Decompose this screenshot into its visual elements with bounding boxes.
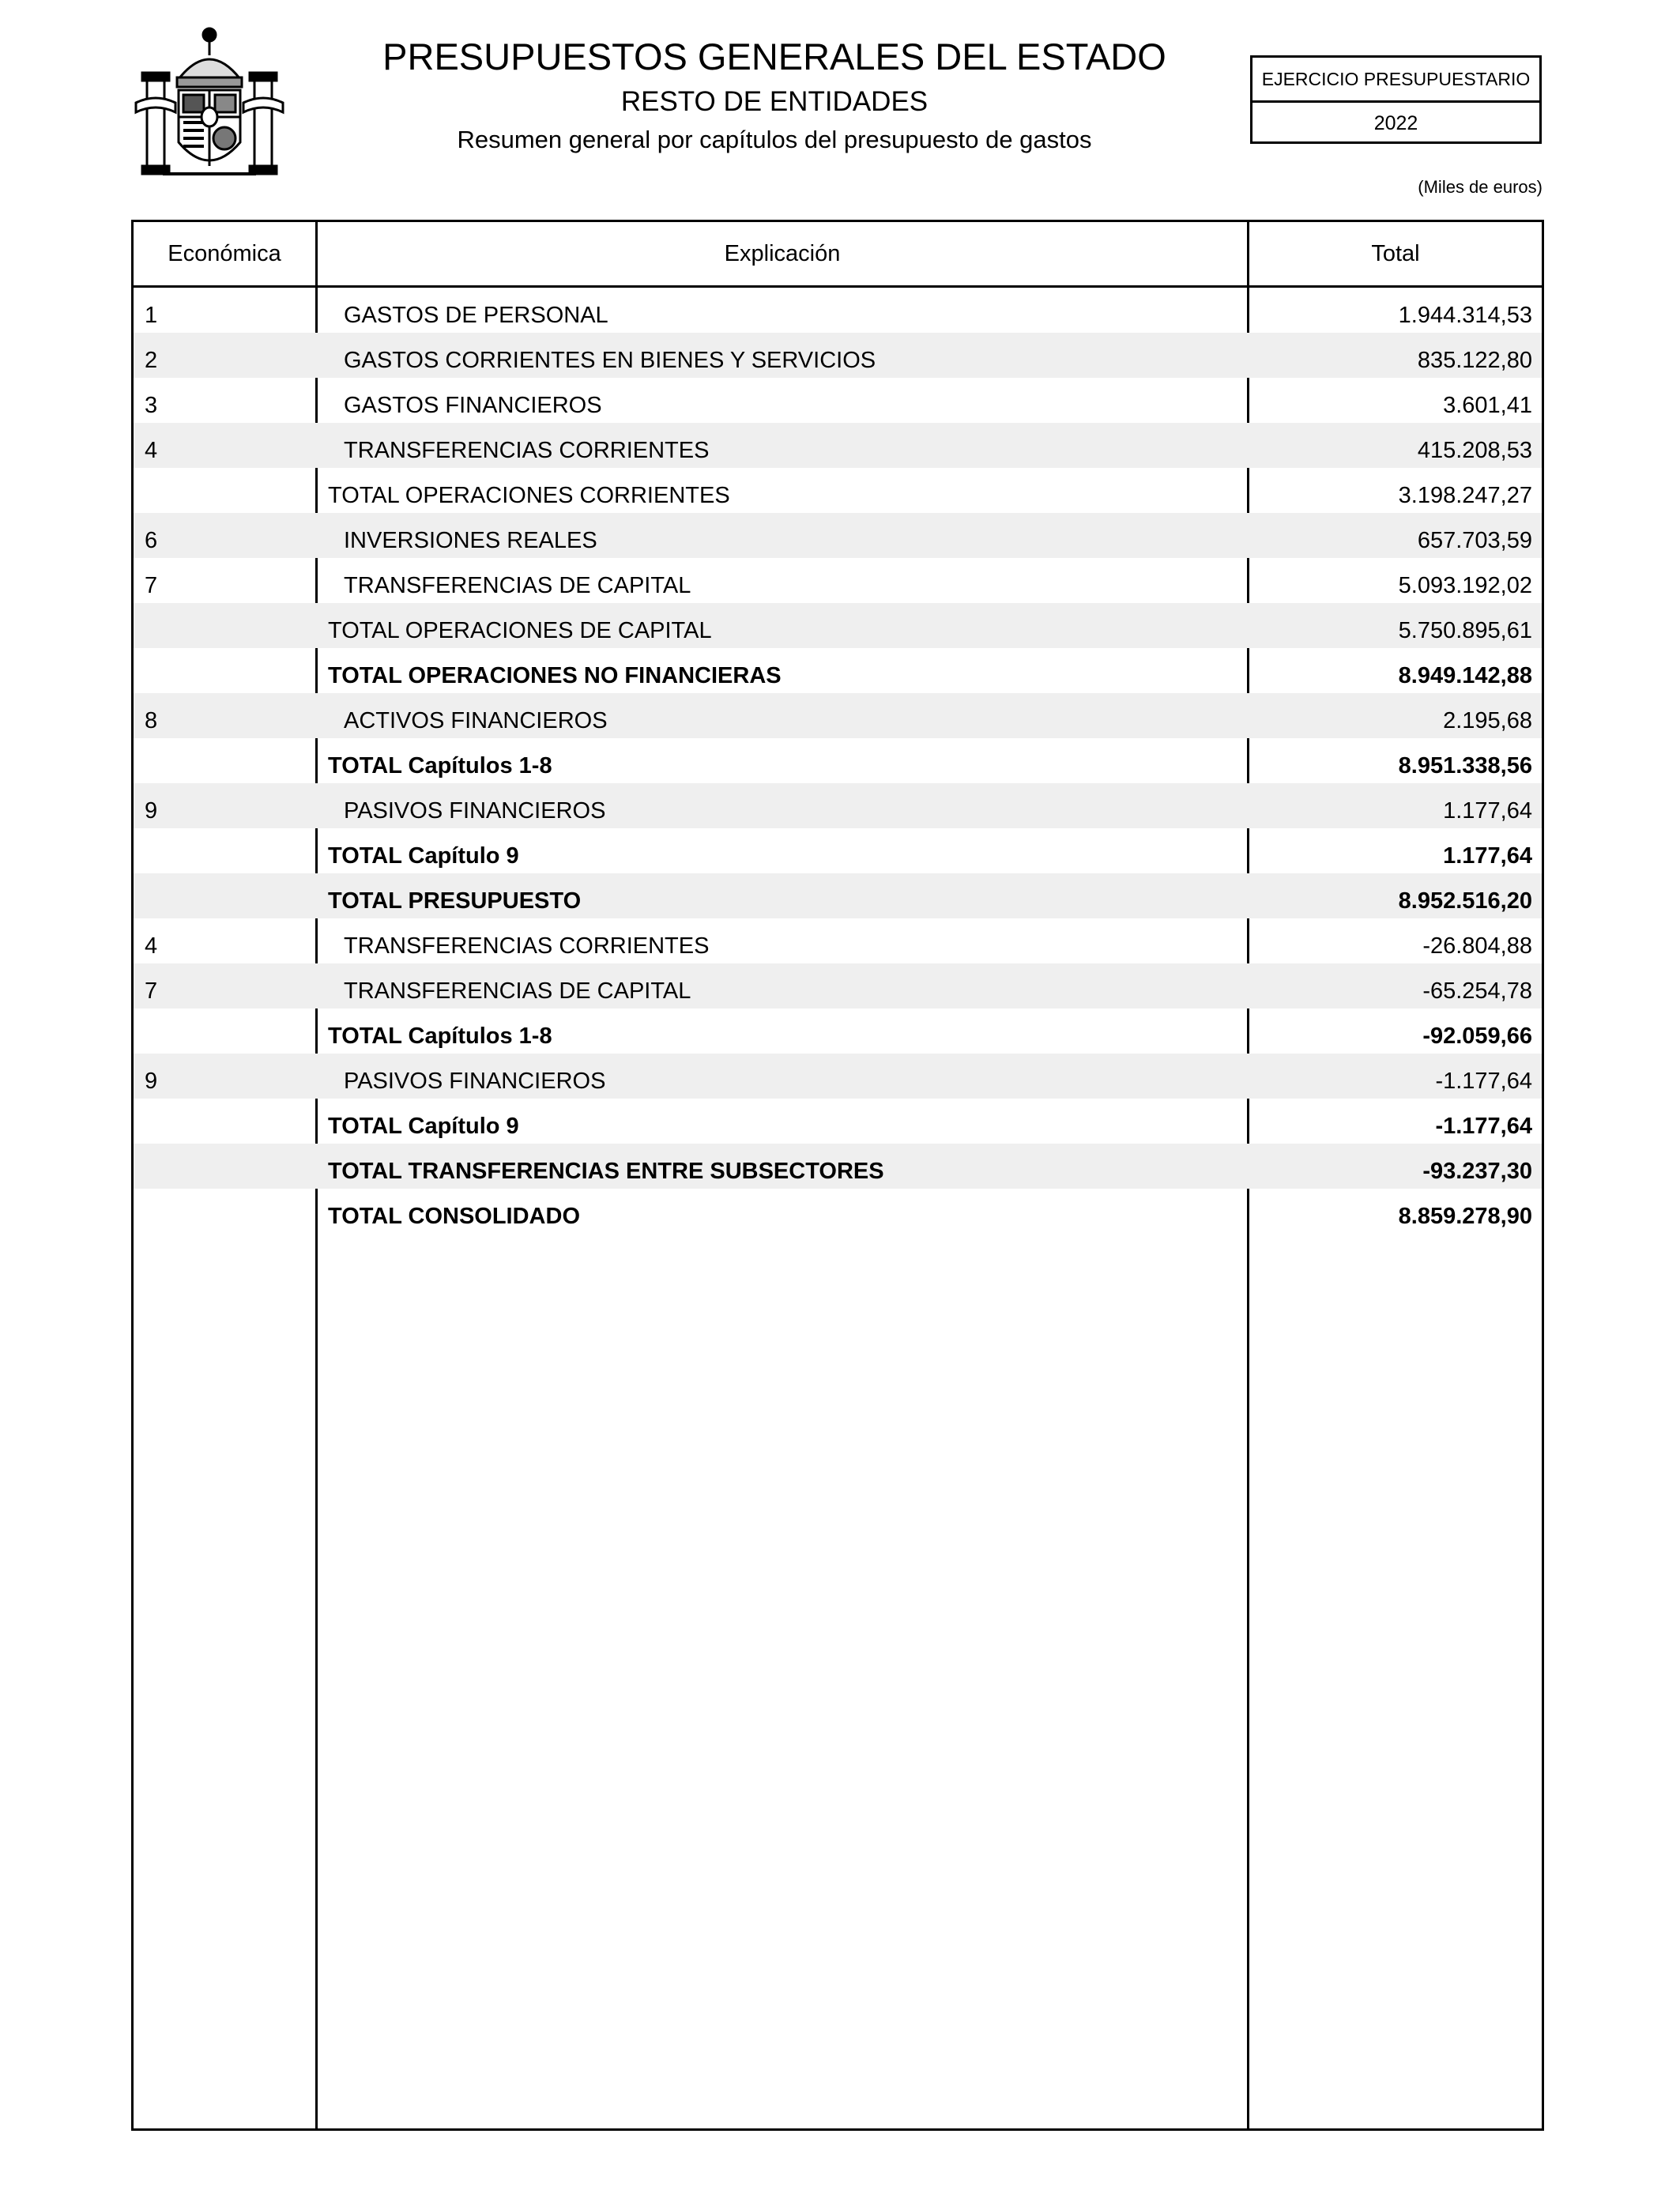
table-row (134, 513, 1542, 558)
page-subtitle: RESTO DE ENTIDADES (620, 86, 929, 117)
row-label: TRANSFERENCIAS DE CAPITAL (344, 573, 691, 598)
table-row (134, 738, 1542, 783)
row-label: TOTAL OPERACIONES DE CAPITAL (328, 618, 712, 643)
column-header-total: Total (1371, 240, 1420, 266)
column-header-economica: Económica (168, 240, 281, 266)
table-row (134, 378, 1542, 423)
row-label: INVERSIONES REALES (344, 528, 597, 553)
exercise-year: 2022 (1373, 111, 1418, 134)
table-row (134, 423, 1542, 468)
row-label: ACTIVOS FINANCIEROS (344, 708, 608, 733)
coat-of-arms-logo (131, 24, 288, 182)
row-total: 1.944.314,53 (1398, 303, 1532, 328)
row-label: TRANSFERENCIAS CORRIENTES (344, 933, 710, 959)
row-total: 1.177,64 (1443, 843, 1532, 869)
row-total: -93.237,30 (1422, 1159, 1532, 1184)
row-label: PASIVOS FINANCIEROS (344, 798, 606, 824)
row-code: 1 (145, 303, 158, 328)
row-label: TOTAL TRANSFERENCIAS ENTRE SUBSECTORES (328, 1159, 884, 1184)
row-total: 1.177,64 (1443, 798, 1532, 824)
table-row (134, 1144, 1542, 1189)
row-label: TRANSFERENCIAS DE CAPITAL (344, 978, 691, 1004)
row-total: -1.177,64 (1435, 1069, 1532, 1094)
row-label: GASTOS DE PERSONAL (344, 303, 608, 328)
row-total: 8.949.142,88 (1398, 663, 1532, 688)
row-total: 8.859.278,90 (1398, 1204, 1532, 1229)
table-row (134, 1189, 1542, 1234)
row-total: 8.952.516,20 (1398, 888, 1532, 914)
row-code: 7 (145, 573, 158, 598)
row-total: 5.093.192,02 (1398, 573, 1532, 598)
row-label: TOTAL PRESUPUESTO (328, 888, 582, 914)
row-code: 4 (145, 438, 158, 463)
row-label: TOTAL Capítulos 1-8 (328, 753, 552, 778)
row-code: 8 (145, 708, 158, 733)
table-row (134, 1008, 1542, 1054)
row-label: TOTAL Capítulo 9 (328, 1114, 519, 1139)
table-row (134, 783, 1542, 828)
exercise-box (1250, 55, 1542, 144)
table-row (134, 468, 1542, 513)
budget-table (131, 220, 1544, 2131)
table-row (134, 828, 1542, 873)
row-total: -92.059,66 (1422, 1023, 1532, 1049)
page-description: Resumen general por capítulos del presupuesto de gastos (457, 126, 1092, 153)
table-row (134, 1054, 1542, 1099)
row-total: 2.195,68 (1443, 708, 1532, 733)
row-label: GASTOS CORRIENTES EN BIENES Y SERVICIOS (344, 348, 876, 373)
row-label: TRANSFERENCIAS CORRIENTES (344, 438, 710, 463)
table-row (134, 288, 1542, 333)
row-total: -26.804,88 (1422, 933, 1532, 959)
table-row (134, 693, 1542, 738)
header-titles (300, 33, 1249, 158)
table-body (134, 288, 1542, 1234)
row-code: 9 (145, 798, 158, 824)
row-total: 8.951.338,56 (1398, 753, 1532, 778)
table-row (134, 603, 1542, 648)
column-header-explicacion: Explicación (724, 240, 841, 266)
table-row (134, 918, 1542, 963)
table-row (134, 1099, 1542, 1144)
row-code: 6 (145, 528, 158, 553)
row-label: TOTAL Capítulos 1-8 (328, 1023, 552, 1049)
row-label: TOTAL Capítulo 9 (328, 843, 519, 869)
row-label: PASIVOS FINANCIEROS (344, 1069, 606, 1094)
row-label: TOTAL OPERACIONES NO FINANCIERAS (328, 663, 782, 688)
row-total: 835.122,80 (1417, 348, 1532, 373)
row-code: 3 (145, 393, 158, 418)
units-note: (Miles de euros) (1418, 177, 1543, 197)
row-code: 9 (145, 1069, 158, 1094)
row-total: 657.703,59 (1417, 528, 1532, 553)
row-label: GASTOS FINANCIEROS (344, 393, 602, 418)
table-row (134, 873, 1542, 918)
page-title: PRESUPUESTOS GENERALES DEL ESTADO (382, 36, 1166, 77)
row-total: -65.254,78 (1422, 978, 1532, 1004)
row-total: 3.601,41 (1443, 393, 1532, 418)
row-total: -1.177,64 (1435, 1114, 1532, 1139)
row-total: 5.750.895,61 (1398, 618, 1532, 643)
table-row (134, 963, 1542, 1008)
row-total: 415.208,53 (1417, 438, 1532, 463)
table-row (134, 333, 1542, 378)
row-label: TOTAL OPERACIONES CORRIENTES (328, 483, 730, 508)
table-header (134, 222, 1542, 288)
row-code: 7 (145, 978, 158, 1004)
row-label: TOTAL CONSOLIDADO (328, 1204, 580, 1229)
table-row (134, 558, 1542, 603)
row-code: 2 (145, 348, 158, 373)
table-row (134, 648, 1542, 693)
exercise-label: EJERCICIO PRESUPUESTARIO (1252, 58, 1539, 103)
row-total: 3.198.247,27 (1398, 483, 1532, 508)
row-code: 4 (145, 933, 158, 959)
